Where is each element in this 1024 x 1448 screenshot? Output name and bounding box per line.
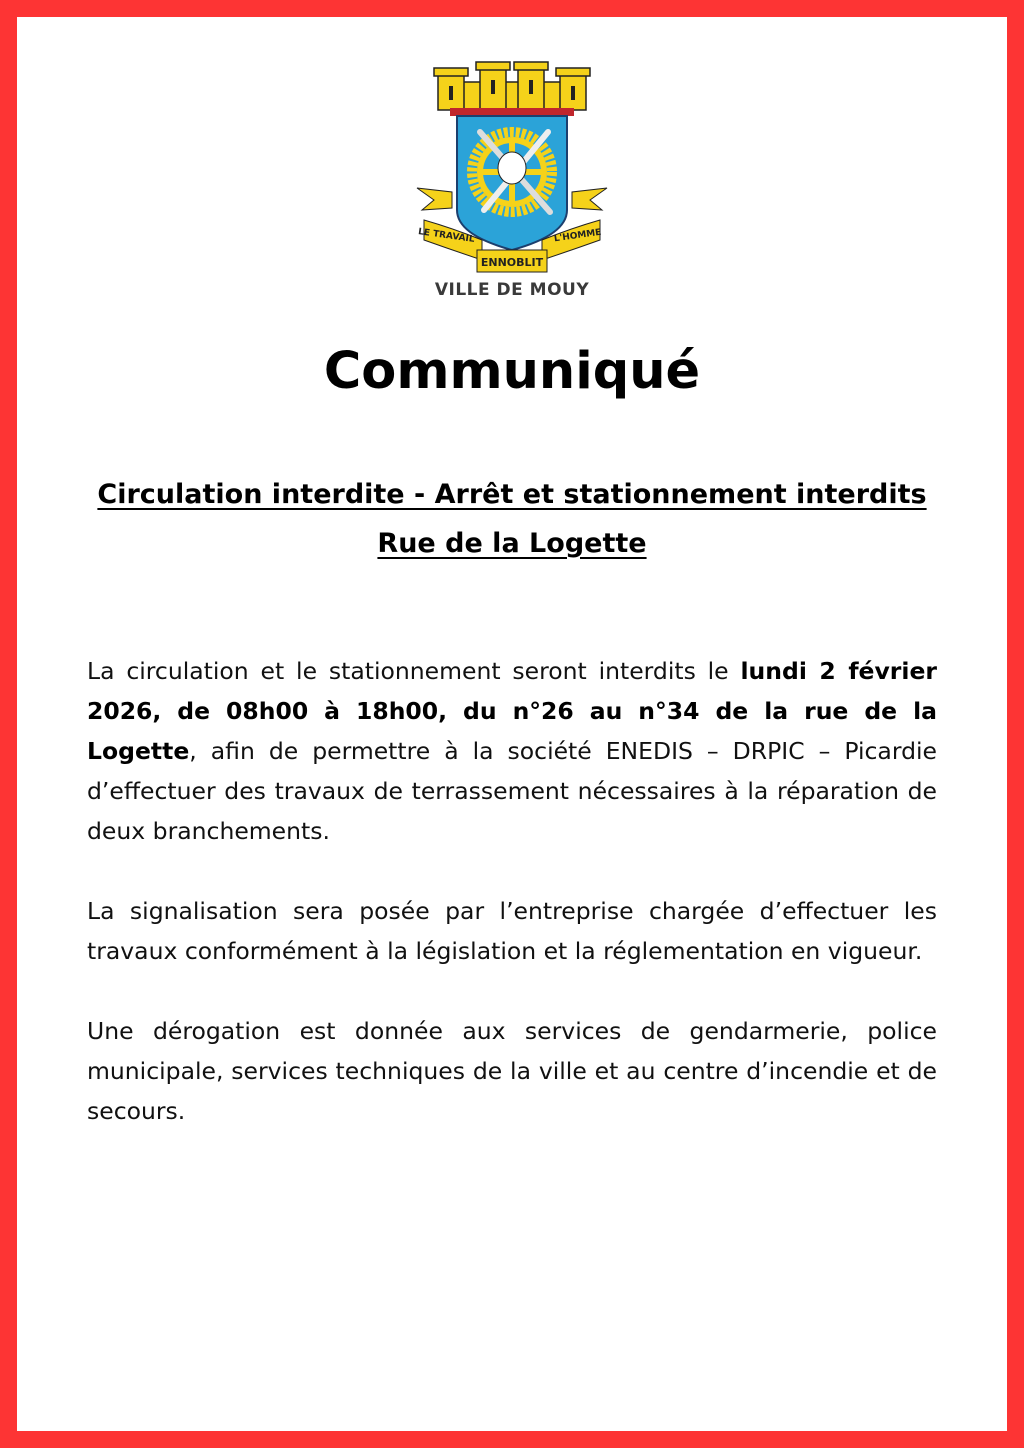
motto-left: LE TRAVAIL — [417, 227, 476, 245]
paragraph-1-rest: , afin de permettre à la société ENEDIS – DRPIC – Picardie d’effectuer des travaux de terrassement nécessaires à la réparation de deux branchements. — [87, 737, 937, 845]
city-name: VILLE DE MOUY — [434, 280, 590, 300]
paragraph-1-intro: La circulation et le stationnement seront interdits le — [87, 657, 741, 685]
motto-right: L'HOMME — [553, 227, 603, 245]
paragraph-3: Une dérogation est donnée aux services de gendarmerie, police municipale, services techniques de la ville et au centre d’incendie et de secours. — [87, 1017, 937, 1125]
city-coat-of-arms-logo — [412, 60, 612, 275]
notice-subtitle: Circulation interdite - Arrêt et stationnement interdits Rue de la Logette — [97, 479, 927, 559]
paragraph-1-date-location: lundi 2 février 2026, de 08h00 à 18h00, du n°26 au n°34 de la rue de la Logette — [87, 657, 937, 765]
notice-body — [87, 651, 937, 1171]
page-title: Communiqué — [323, 342, 701, 401]
motto-center: ENNOBLIT — [480, 256, 544, 269]
paragraph-1 — [87, 651, 937, 851]
paragraph-2: La signalisation sera posée par l’entreprise chargée d’effectuer les travaux conformément à la législation et la réglementation en vigueur. — [87, 897, 937, 965]
